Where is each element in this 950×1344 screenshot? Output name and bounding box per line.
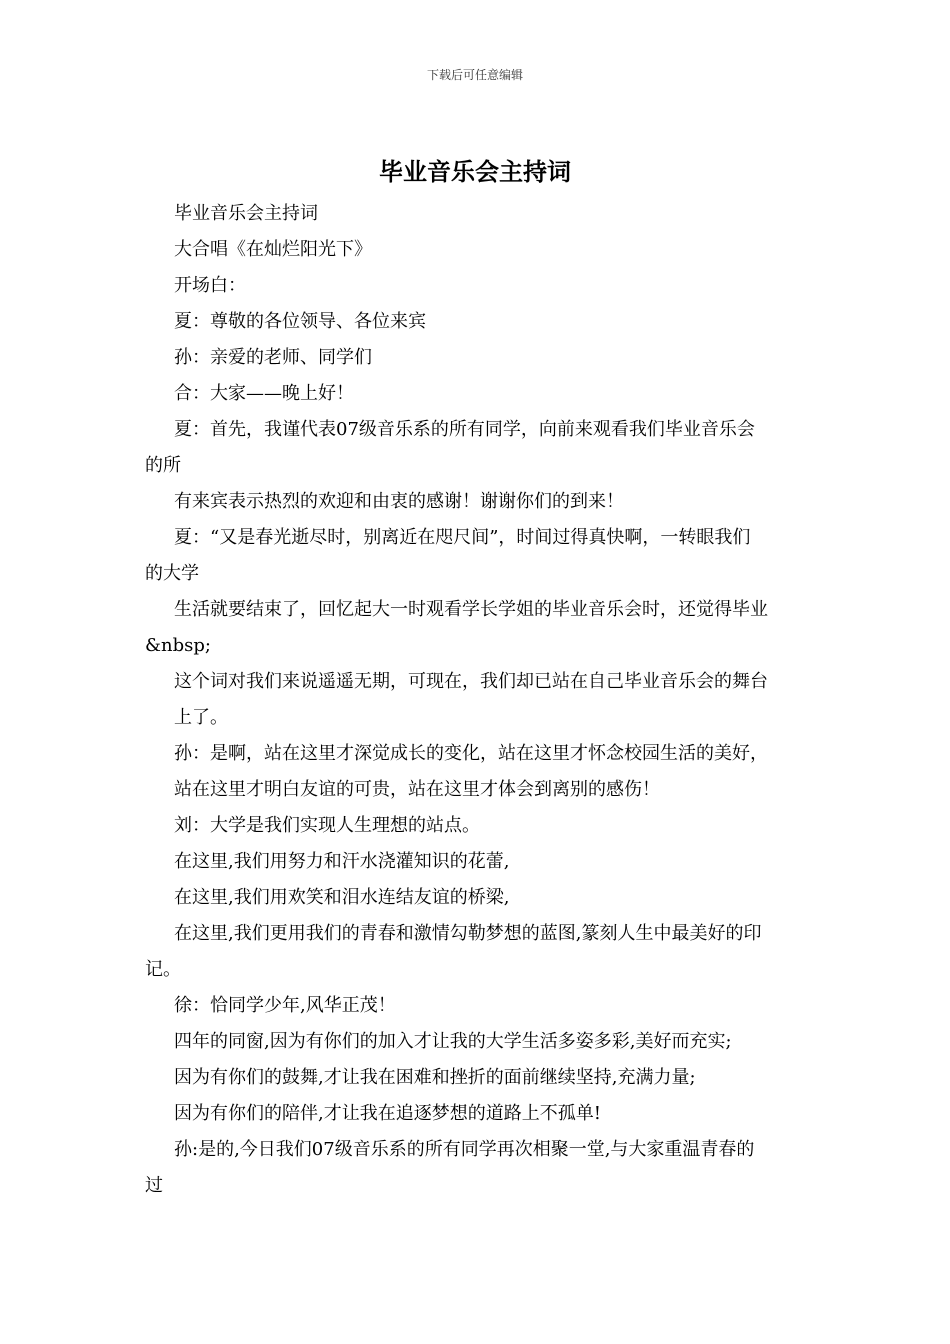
text-line: 合：大家——晚上好！ xyxy=(174,383,354,404)
text-line: 在这里,我们更用我们的青春和激情勾勒梦想的蓝图,篆刻人生中最美好的印 xyxy=(174,923,762,944)
text-line: 生活就要结束了，回忆起大一时观看学长学姐的毕业音乐会时，还觉得毕业 xyxy=(174,599,768,620)
text-line: 在这里,我们用欢笑和泪水连结友谊的桥梁, xyxy=(174,887,510,908)
text-line: 夏：首先，我谨代表07级音乐系的所有同学，向前来观看我们毕业音乐会 xyxy=(174,419,755,440)
text-line: 的大学 xyxy=(145,563,199,584)
document-body xyxy=(145,196,807,1204)
text-line: 孙:是的,今日我们07级音乐系的所有同学再次相聚一堂,与大家重温青春的 xyxy=(174,1139,755,1160)
text-line: 记。 xyxy=(145,959,181,980)
text-line: 的所 xyxy=(145,455,181,476)
text-line: 徐：恰同学少年,风华正茂！ xyxy=(174,995,396,1016)
text-line: 因为有你们的鼓舞,才让我在困难和挫折的面前继续坚持,充满力量; xyxy=(174,1067,696,1088)
text-line: 毕业音乐会主持词 xyxy=(174,203,318,224)
document-title: 毕业音乐会主持词 xyxy=(379,158,571,186)
text-line: 因为有你们的陪伴,才让我在追逐梦想的道路上不孤单! xyxy=(174,1103,601,1124)
text-line: 夏：“又是春光逝尽时，别离近在咫尺间”，时间过得真快啊，一转眼我们 xyxy=(174,527,751,548)
text-line: 四年的同窗,因为有你们的加入才让我的大学生活多姿多彩,美好而充实; xyxy=(174,1031,732,1052)
text-line: 有来宾表示热烈的欢迎和由衷的感谢！谢谢你们的到来！ xyxy=(174,491,624,512)
text-line: &nbsp; xyxy=(145,635,211,656)
text-line: 夏：尊敬的各位领导、各位来宾 xyxy=(174,311,426,332)
text-line: 站在这里才明白友谊的可贵，站在这里才体会到离别的感伤！ xyxy=(174,779,660,800)
header-note: 下载后可任意编辑 xyxy=(426,68,523,82)
text-line: 刘：大学是我们实现人生理想的站点。 xyxy=(174,815,480,836)
text-line: 在这里,我们用努力和汗水浇灌知识的花蕾, xyxy=(174,851,510,872)
text-line: 上了。 xyxy=(174,707,228,728)
text-line: 过 xyxy=(145,1175,163,1196)
text-line: 大合唱《在灿烂阳光下》 xyxy=(174,239,372,260)
text-line: 孙：是啊，站在这里才深觉成长的变化，站在这里才怀念校园生活的美好， xyxy=(174,743,768,764)
text-line: 孙：亲爱的老师、同学们 xyxy=(174,347,372,368)
text-line: 这个词对我们来说遥遥无期，可现在，我们却已站在自己毕业音乐会的舞台 xyxy=(174,671,768,692)
text-line: 开场白： xyxy=(174,275,246,296)
